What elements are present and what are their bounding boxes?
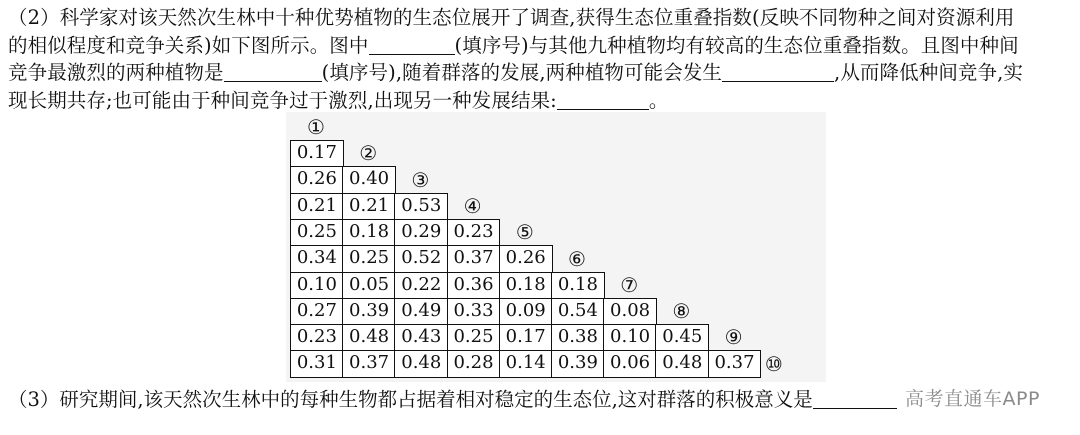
matrix-cell: 0.22 [394,272,448,300]
matrix-cell: 0.17 [290,140,344,168]
matrix-cell: 0.26 [290,166,344,194]
matrix-cell: 0.48 [394,350,448,378]
species-label: ⑨ [724,325,743,350]
overlap-index-matrix [290,114,830,384]
q2-text-4a: 现长期共存;也可能由于种间竞争过于激烈,出现另一种发展结果: [8,88,557,112]
matrix-cell: 0.23 [290,324,344,352]
question-2 [8,4,1072,114]
species-label: ⑩ [764,352,783,377]
species-label: ⑥ [568,246,586,271]
species-label: ② [359,141,378,166]
matrix-cell: 0.27 [290,298,344,326]
matrix-cell: 0.31 [290,350,344,378]
matrix-cell: 0.17 [499,324,553,352]
matrix-cell: 0.39 [342,298,396,326]
q2-text-2a: 的相似程度和竞争关系)如下图所示。图中 [8,33,369,57]
matrix-cell: 0.54 [551,298,605,326]
matrix-cell: 0.23 [447,219,501,247]
q2-line-2 [8,32,1072,60]
q2-line-4 [8,87,1072,115]
matrix-cell: 0.14 [499,350,553,378]
q3-text: （3）研究期间,该天然次生林中的每种生物都占据着相对稳定的生态位,这对群落的积极意义是 [8,388,813,411]
matrix-cell: 0.39 [551,350,605,378]
matrix-cell: 0.21 [342,193,396,221]
answer-blank-4[interactable] [557,89,649,110]
species-label: ④ [463,193,482,218]
species-label: ⑦ [620,272,639,297]
q2-text-2b: (填序号)与其他九种植物均有较高的生态位重叠指数。且图中种间 [454,33,1019,57]
matrix-cell: 0.28 [447,350,501,378]
matrix-cell: 0.48 [655,350,709,378]
matrix-cell: 0.53 [394,193,448,221]
matrix-cell: 0.38 [551,324,605,352]
matrix-cell: 0.45 [655,324,709,352]
matrix-cell: 0.40 [342,166,396,194]
matrix-cell: 0.18 [499,272,553,300]
matrix-cell: 0.10 [603,324,657,352]
species-label: ⑧ [672,299,691,324]
matrix-cell: 0.06 [603,350,657,378]
q2-text-3c: ,从而降低种间竞争,实 [834,61,1024,85]
answer-blank-5[interactable] [813,388,897,409]
matrix-cell: 0.37 [342,350,396,378]
matrix-cell: 0.09 [499,298,553,326]
watermark: 高考直通车APP [905,388,1040,410]
answer-blank-1[interactable] [369,34,455,55]
q2-text-3a: 竞争最激烈的两种植物是 [8,61,224,85]
answer-blank-2[interactable] [224,61,322,82]
matrix-cell: 0.33 [447,298,501,326]
matrix-cell: 0.21 [290,193,344,221]
answer-blank-3[interactable] [722,61,834,82]
matrix-cell: 0.52 [394,245,448,273]
matrix-cell: 0.18 [551,272,605,300]
matrix-cell: 0.29 [394,219,448,247]
matrix-cell: 0.48 [342,324,396,352]
species-label: ⑤ [515,220,534,245]
q2-text-1: （2）科学家对该天然次生林中十种优势植物的生态位展开了调查,获得生态位重叠指数(反映不同物种之间对资源利用 [8,6,1015,29]
matrix-cell: 0.37 [708,350,762,378]
matrix-cell: 0.25 [342,245,396,273]
matrix-cell: 0.34 [290,245,344,273]
species-label: ③ [411,167,430,192]
matrix-cell: 0.37 [447,245,501,273]
matrix-cell: 0.43 [394,324,448,352]
matrix-cell: 0.10 [290,272,344,300]
matrix-cell: 0.25 [290,219,344,247]
q2-text-3b: (填序号),随着群落的发展,两种植物可能会发生 [321,61,723,85]
q2-line-1 [8,4,1072,32]
matrix-cell: 0.49 [394,298,448,326]
matrix-cell: 0.05 [342,272,396,300]
q2-line-3 [8,59,1072,87]
matrix-cell: 0.26 [499,245,553,273]
matrix-cell: 0.18 [342,219,396,247]
species-label: ① [307,115,325,139]
matrix-cell: 0.36 [447,272,501,300]
q2-text-4b: 。 [648,88,669,112]
matrix-cell: 0.08 [603,298,657,326]
matrix-cell: 0.25 [447,324,501,352]
